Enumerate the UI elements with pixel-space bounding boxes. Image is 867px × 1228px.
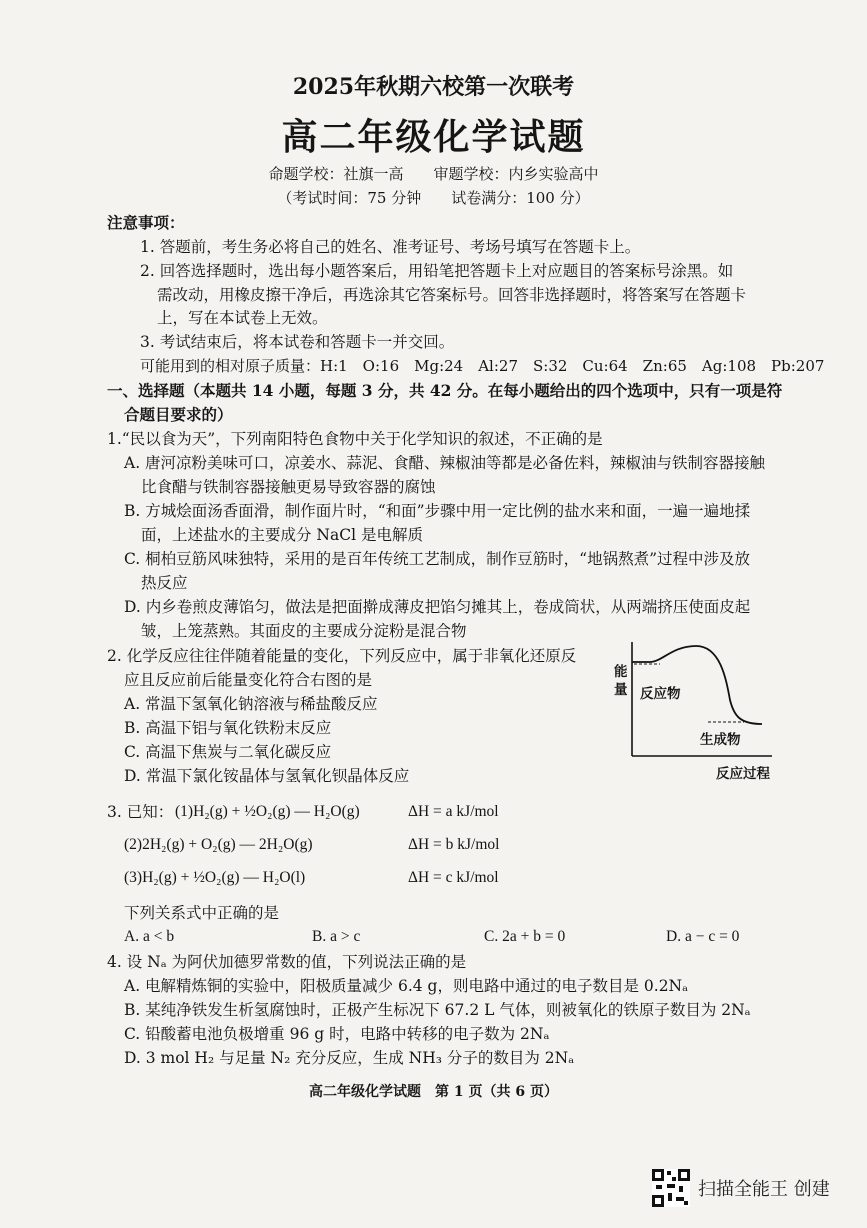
q3-equation-1: (1)H₂(g) + ½O₂(g) — H₂O(g) xyxy=(175,803,360,820)
scanner-watermark xyxy=(648,1167,848,1217)
note-2-line-2: 需改动，用橡皮擦干净后，再选涂其它答案标号。回答非选择题时，将答案写在答题卡 xyxy=(157,286,747,304)
q2-option-c: C. 高温下焦炭与二氧化碳反应 xyxy=(124,743,332,761)
q3-ask: 下列关系式中正确的是 xyxy=(124,904,280,922)
y-axis-label-1: 能 xyxy=(614,664,628,680)
q4-option-d: D. 3 mol H₂ 与足量 N₂ 充分反应，生成 NH₃ 分子的数目为 2Nₐ xyxy=(124,1049,575,1067)
page-footer: 高二年级化学试题 第 1 页（共 6 页） xyxy=(309,1084,558,1100)
q3-option-c: C. 2a + b = 0 xyxy=(484,928,566,945)
q4-option-a: A. 电解精炼铜的实验中，阳极质量减少 6.4 g，则电路中通过的电子数目是 0.2Nₐ xyxy=(124,977,689,995)
q3-intro: 3. 已知： xyxy=(107,803,174,821)
exam-name: 2025年秋期六校第一次联考 xyxy=(292,74,575,100)
y-axis-label-2: 量 xyxy=(614,682,628,698)
section-heading-line-2: 合题目要求的） xyxy=(124,405,233,424)
note-2-line-1: 2. 回答选择题时，选出每小题答案后，用铅笔把答题卡上对应题目的答案标号涂黑。如 xyxy=(140,262,734,280)
q1-stem: 1.“民以食为天”，下列南阳特色食物中关于化学知识的叙述，不正确的是 xyxy=(107,430,603,448)
q4-option-c: C. 铅酸蓄电池负极增重 96 g 时，电路中转移的电子数为 2Nₐ xyxy=(124,1025,550,1043)
q3-option-b: B. a > c xyxy=(312,928,361,945)
section-heading-line-1: 一、选择题（本题共 14 小题，每题 3 分，共 42 分。在每小题给出的四个选项中，只有一项是符 xyxy=(107,381,783,400)
q3-enthalpy-1: ΔH = a kJ/mol xyxy=(408,803,499,820)
q3-enthalpy-2: ΔH = b kJ/mol xyxy=(408,836,500,853)
q2-option-b: B. 高温下铝与氧化铁粉末反应 xyxy=(124,719,332,737)
q2-stem-line-1: 2. 化学反应往往伴随着能量的变化，下列反应中，属于非氧化还原反 xyxy=(107,647,577,665)
q2-option-a: A. 常温下氢氧化钠溶液与稀盐酸反应 xyxy=(124,695,378,713)
qr-code-icon xyxy=(652,1169,690,1207)
q1-option-a-line-2: 比食醋与铁制容器接触更易导致容器的腐蚀 xyxy=(141,478,436,496)
reactant-label: 反应物 xyxy=(640,686,681,702)
q4-stem: 4. 设 Nₐ 为阿伏加德罗常数的值，下列说法正确的是 xyxy=(107,953,467,971)
q3-enthalpy-3: ΔH = c kJ/mol xyxy=(408,869,499,886)
q2-option-d: D. 常温下氯化铵晶体与氢氧化钡晶体反应 xyxy=(124,767,410,785)
q3-option-a: A. a < b xyxy=(124,928,175,945)
q3-equation-3: (3)H₂(g) + ½O₂(g) — H₂O(l) xyxy=(124,869,306,886)
q3-option-d: D. a − c = 0 xyxy=(666,928,740,945)
q1-option-b-line-2: 面，上述盐水的主要成分 NaCl 是电解质 xyxy=(141,526,423,544)
q4-option-b: B. 某纯净铁发生析氢腐蚀时，正极产生标况下 67.2 L 气体，则被氧化的铁原子数目为 2Nₐ xyxy=(124,1001,751,1019)
q2-stem-line-2: 应且反应前后能量变化符合右图的是 xyxy=(124,671,373,689)
q3-equation-2: (2)2H₂(g) + O₂(g) — 2H₂O(g) xyxy=(124,836,313,853)
x-axis-label: 反应过程 xyxy=(716,766,770,782)
note-2-line-3: 上，写在本试卷上无效。 xyxy=(157,309,328,327)
note-3: 3. 考试结束后，将本试卷和答题卡一并交回。 xyxy=(140,333,455,351)
notes-heading: 注意事项： xyxy=(107,213,185,232)
schools-line: 命题学校：社旗一高 审题学校：内乡实验高中 xyxy=(268,165,599,183)
q1-option-d-line-1: D. 内乡卷煎皮薄馅匀，做法是把面擀成薄皮把馅匀摊其上，卷成筒状，从两端挤压使面皮起 xyxy=(124,598,751,616)
q1-option-c-line-2: 热反应 xyxy=(141,574,188,592)
q1-option-a-line-1: A. 唐河凉粉美味可口，凉姜水、蒜泥、食醋、辣椒油等都是必备佐料，辣椒油与铁制容器接触 xyxy=(124,454,766,472)
product-label: 生成物 xyxy=(700,732,741,748)
q1-option-b-line-1: B. 方城烩面汤香面滑，制作面片时，“和面”步骤中用一定比例的盐水来和面，一遍一遍地揉 xyxy=(124,502,751,520)
q1-option-d-line-2: 皱，上笼蒸熟。其面皮的主要成分淀粉是混合物 xyxy=(141,622,467,640)
page-title: 高二年级化学试题 xyxy=(281,116,586,158)
energy-profile-diagram xyxy=(612,638,782,788)
q1-option-c-line-1: C. 桐柏豆筋风味独特，采用的是百年传统工艺制成，制作豆筋时，“地锅熬煮”过程中涉及放 xyxy=(124,550,751,568)
watermark-text: 扫描全能王 创建 xyxy=(698,1179,830,1200)
note-1: 1. 答题前，考生务必将自己的姓名、准考证号、考场号填写在答题卡上。 xyxy=(140,238,641,256)
atomic-masses: 可能用到的相对原子质量：H:1 O:16 Mg:24 Al:27 S:32 Cu:64 Zn:65 Ag:108 Pb:207 xyxy=(140,357,825,375)
timing-line: （考试时间：75 分钟 试卷满分：100 分） xyxy=(277,189,590,207)
